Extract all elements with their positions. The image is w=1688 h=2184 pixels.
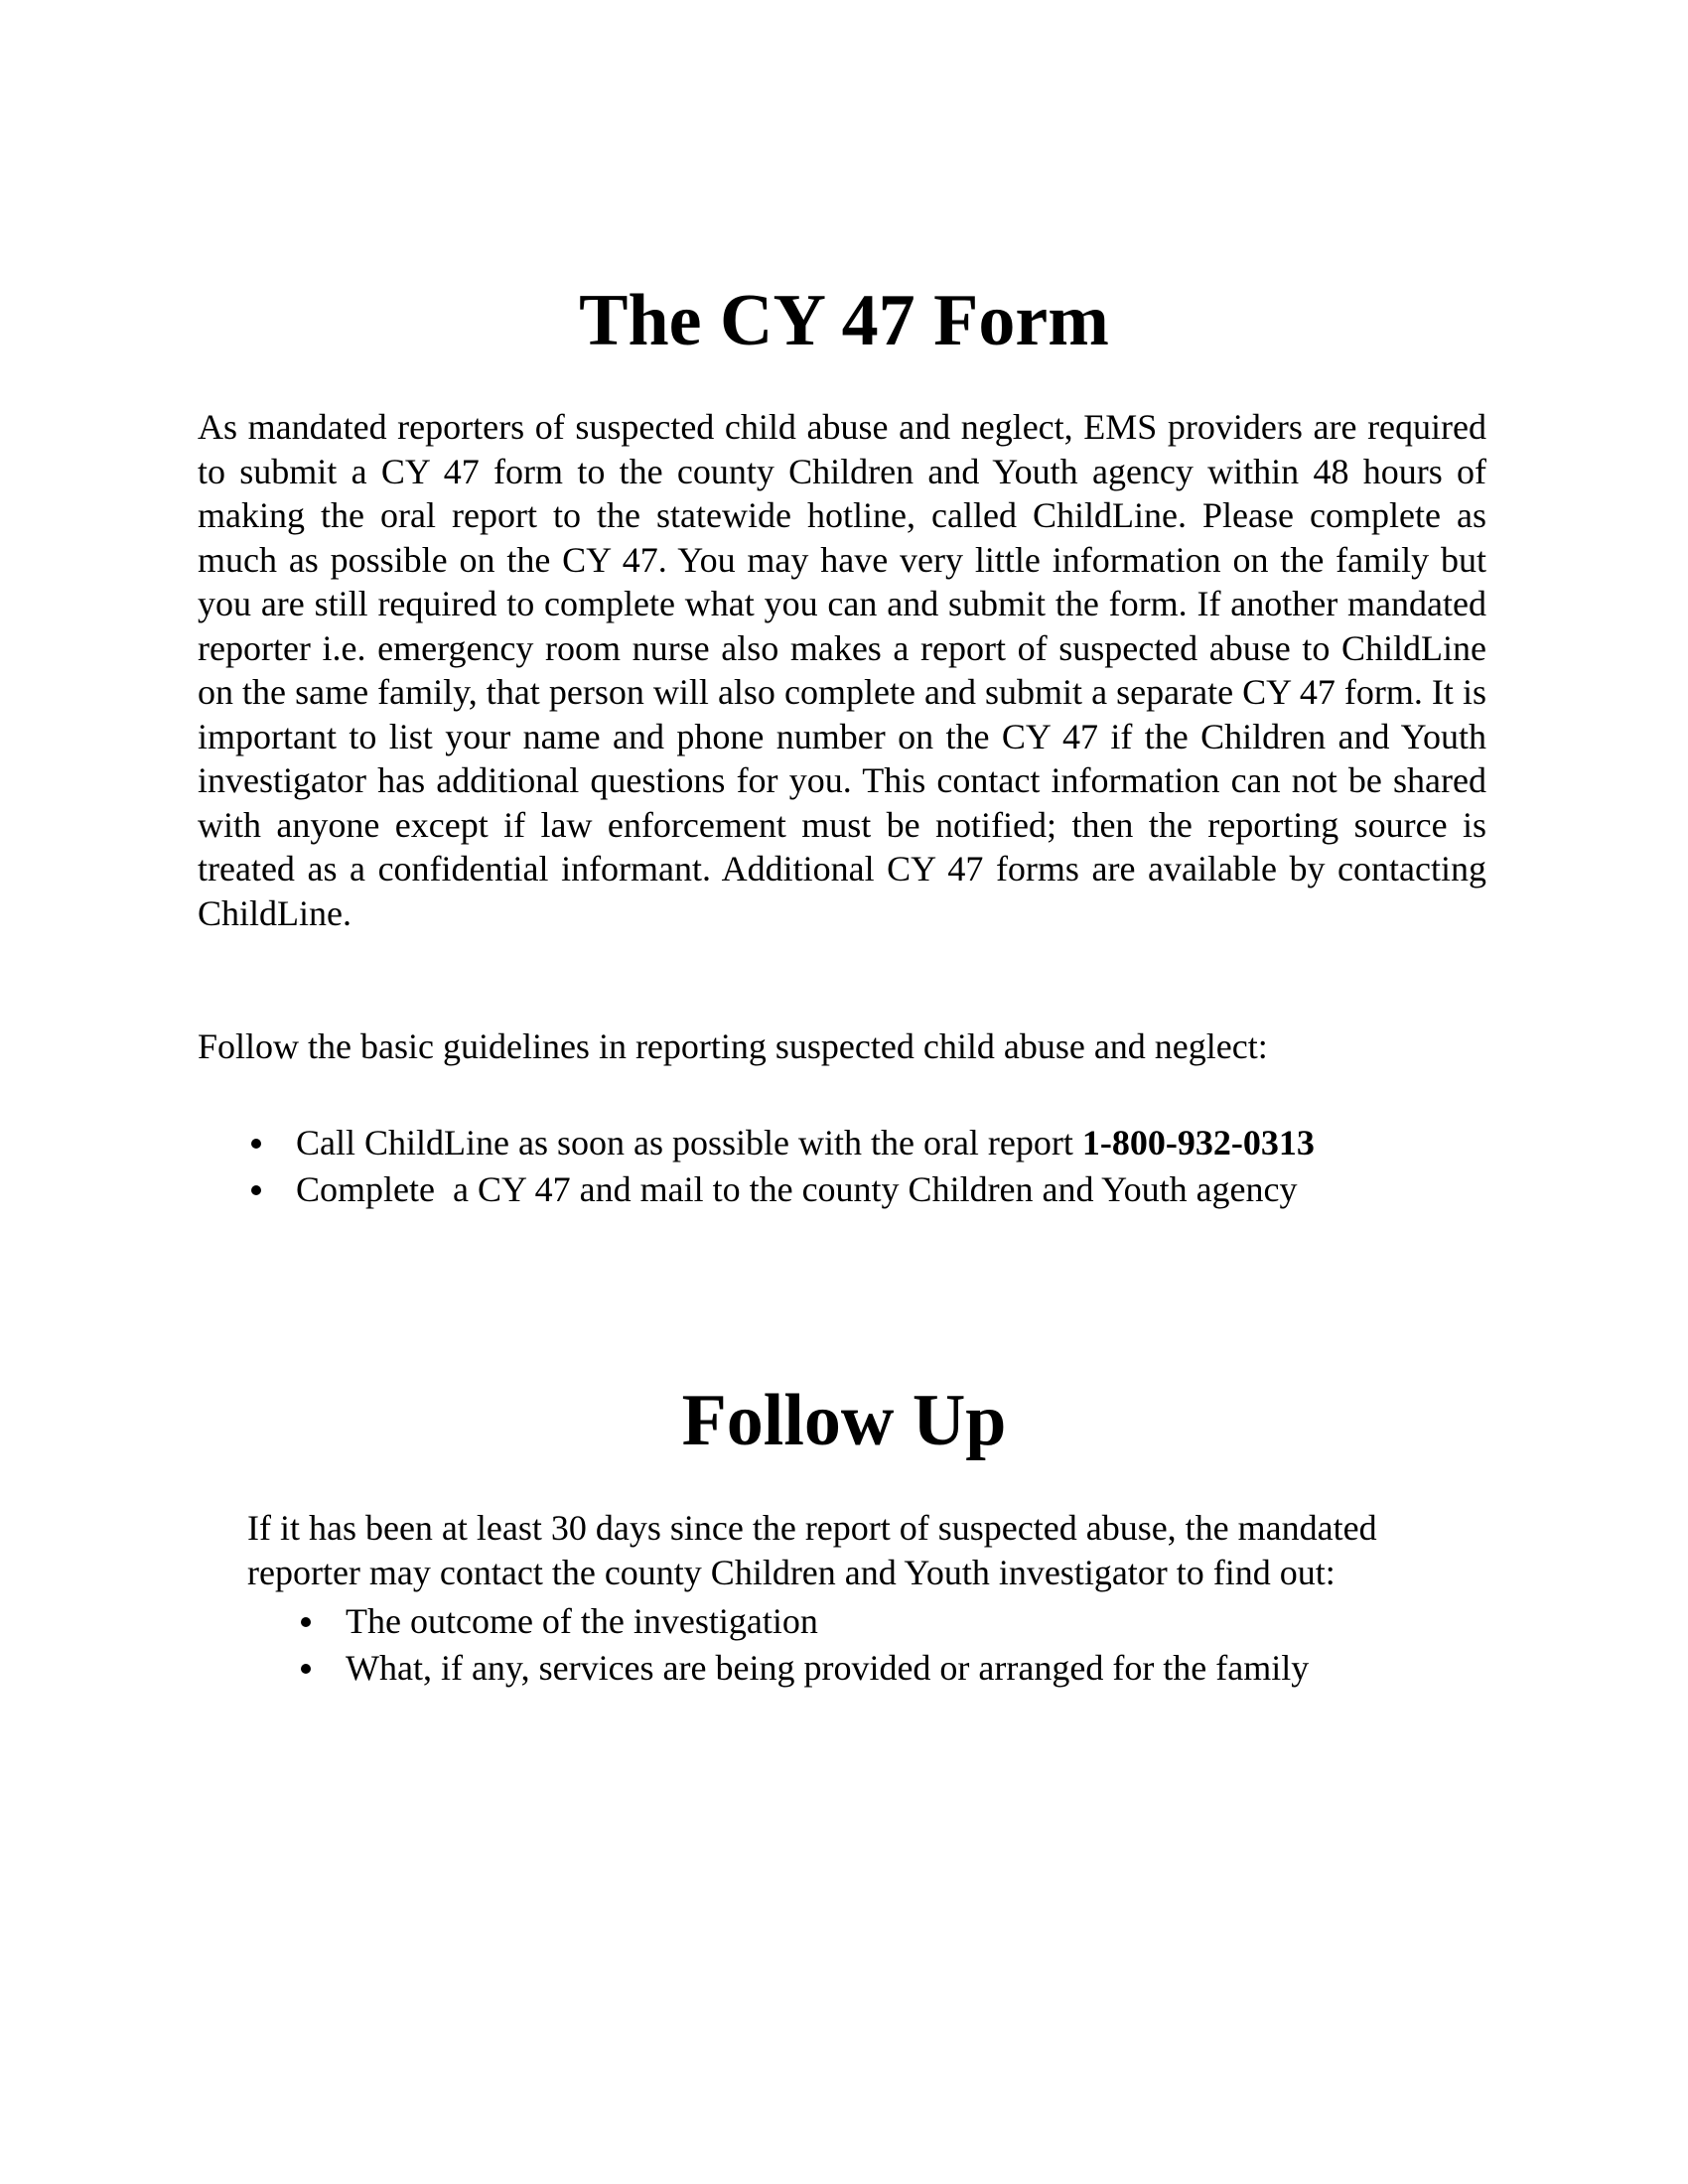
cy47-intro-paragraph: As mandated reporters of suspected child abuse and neglect, EMS providers are required to submit a CY 47 form to the county Children and Youth agency within 48 hours of making the oral report to the statewide hotline, called ChildLine. Please complete as much as possible on the CY 47. You may have very little information on the family but you are still required to complete what you can and submit the form. If another mandated reporter i.e. emergency room nurse also makes a report of suspected abuse to ChildLine on the same family, that person will also complete and submit a separate CY 47 form. It is important to list your name and phone number on the CY 47 if the Children and Youth investigator has additional questions for you. This contact information can not be shared with anyone except if law enforcement must be notified; then the reporting source is treated as a confidential informant. Additional CY 47 forms are available by contacting ChildLine. — [198, 407, 1486, 933]
list-item — [247, 1120, 1488, 1166]
follow-up-item-text: The outcome of the investigation — [346, 1601, 818, 1641]
guideline-text: Call ChildLine as soon as possible with the oral report — [296, 1123, 1082, 1162]
follow-up-list — [297, 1598, 1488, 1692]
follow-up-intro-paragraph: If it has been at least 30 days since the report of suspected abuse, the mandated reporter may contact the county Children and Youth investigator to find out: — [247, 1508, 1377, 1592]
list-item — [297, 1645, 1488, 1692]
bullet-icon — [301, 1617, 311, 1627]
list-item — [247, 1166, 1488, 1213]
guideline-text: Complete a CY 47 and mail to the county Children and Youth agency — [296, 1169, 1298, 1209]
section-title-cy47: The CY 47 Form — [579, 280, 1109, 361]
childline-phone-number: 1-800-932-0313 — [1081, 1123, 1315, 1162]
bullet-icon — [251, 1139, 261, 1149]
bullet-icon — [301, 1664, 311, 1674]
guidelines-list — [247, 1120, 1488, 1213]
follow-up-item-text: What, if any, services are being provided or arranged for the family — [346, 1648, 1310, 1688]
bullet-icon — [251, 1185, 261, 1195]
guidelines-intro: Follow the basic guidelines in reporting suspected child abuse and neglect: — [198, 1026, 1268, 1066]
list-item — [297, 1598, 1488, 1645]
section-title-follow-up: Follow Up — [681, 1380, 1007, 1461]
